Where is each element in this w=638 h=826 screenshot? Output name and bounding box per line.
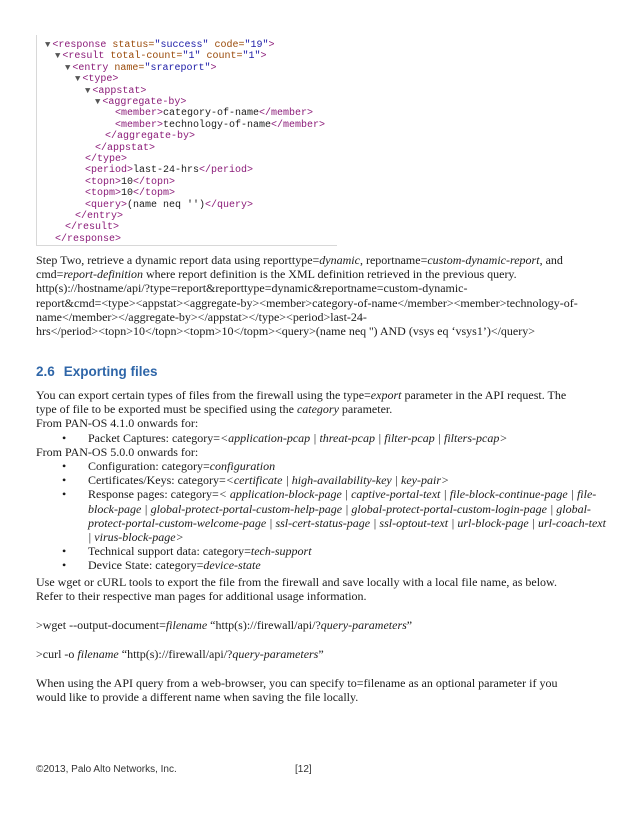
xml-tag: </member> <box>271 119 326 131</box>
xml-tag: </result> <box>65 222 120 234</box>
bullet-text: Technical support data: category= <box>88 544 251 559</box>
wget-command <box>36 618 608 632</box>
step-two-text: , and <box>539 253 563 267</box>
step-two-url-line: http(s)://hostname/api/?type=report&reporttype=dynamic&reportname=custom-dynamic- <box>36 281 468 296</box>
xml-tag: </member> <box>259 108 314 120</box>
bullet-text: Response pages: category= <box>88 487 219 502</box>
xml-tag: </query> <box>205 199 254 211</box>
curl-text: “http(s)://firewall/api/? <box>118 647 233 661</box>
from-panos-500 <box>36 445 608 459</box>
xml-tag: <query> <box>85 199 128 211</box>
xml-tag: <type> <box>82 74 119 86</box>
step-two-reporttype: dynamic <box>319 253 360 267</box>
xml-tag: </topn> <box>133 176 176 188</box>
bullet-category: <application-pcap | threat-pcap | filter-pcap | filters-pcap> <box>220 431 508 445</box>
xml-attribute: count= <box>200 51 243 63</box>
xml-tag: > <box>268 40 275 51</box>
bullet-item <box>36 544 608 558</box>
xml-tag: </aggregate-by> <box>105 131 196 143</box>
from-panos-410: From PAN-OS 4.1.0 onwards for: <box>36 416 199 431</box>
section-heading <box>36 364 158 379</box>
expand-triangle-icon: ▼ <box>45 40 51 50</box>
bullet-icon: • <box>62 459 67 473</box>
bullet-icon: • <box>62 544 67 559</box>
bullets-410 <box>36 431 608 445</box>
curl-query-parameters: query-parameters <box>232 647 319 661</box>
bullet-category: block-page | global-protect-portal-custom-help-page | global-protect-portal-custom-login-page | global- <box>88 501 591 516</box>
tools-text: Refer to their respective man pages for additional usage information. <box>36 589 367 604</box>
section-number: 2.6 <box>36 364 55 379</box>
curl-text: >curl -o <box>36 647 78 661</box>
bullet-item <box>36 459 608 473</box>
expand-triangle-icon: ▼ <box>85 85 91 96</box>
xml-attribute: total-count= <box>110 51 183 63</box>
xml-tag: </entry> <box>75 211 124 222</box>
footer-copyright: ©2013, Palo Alto Networks, Inc. <box>36 764 177 775</box>
bullet-icon: • <box>62 431 67 445</box>
bullet-text: Packet Captures: category= <box>88 431 221 445</box>
tools-paragraph <box>36 575 608 603</box>
intro-text: type of file to be exported must be specified using the <box>36 402 297 417</box>
step-two-text: , reportname= <box>359 253 428 267</box>
bullet-category: | virus-block-page> <box>88 530 184 545</box>
intro-text: parameter in the API request. The <box>401 388 567 402</box>
intro-text: You can export certain types of files from the firewall using the type= <box>36 388 371 402</box>
xml-tag: > <box>210 62 217 74</box>
xml-tag: </topm> <box>133 188 176 200</box>
intro-type-export: export <box>370 388 402 402</box>
bullet-category: < application-block-page | captive-portal-text | file-block-continue-page | file- <box>218 487 597 502</box>
xml-tag: </period> <box>199 165 254 177</box>
step-two-url-line: report&cmd=<type><appstat><aggregate-by><member>category-of-name</member><member>technology-of- <box>36 295 578 310</box>
xml-tag: </response> <box>55 233 122 245</box>
step-two-reportname: custom-dynamic-report <box>427 253 540 267</box>
bullet-item <box>36 487 608 544</box>
xml-tag: <member> <box>115 119 164 131</box>
xml-tag: </type> <box>85 154 128 165</box>
bullet-icon: • <box>62 558 67 573</box>
xml-line <box>55 233 121 246</box>
xml-response-screenshot <box>36 35 337 246</box>
bullet-item <box>36 473 608 487</box>
xml-text: 10 <box>121 188 134 200</box>
step-two-text: cmd= <box>36 267 64 282</box>
browser-paragraph <box>36 676 608 704</box>
xml-tag: <period> <box>85 165 134 177</box>
intro-category: category <box>296 402 339 417</box>
wget-filename: filename <box>165 618 208 632</box>
tools-text: Use wget or cURL tools to export the file from the firewall and save locally with a local file name, as below. <box>36 575 557 589</box>
xml-attribute-value: "srareport" <box>144 62 211 74</box>
xml-attribute: status= <box>112 40 155 51</box>
bullet-icon: • <box>62 487 67 502</box>
expand-triangle-icon: ▼ <box>75 74 81 85</box>
footer-page-number: [12] <box>295 764 312 775</box>
bullet-text: Configuration: category= <box>88 459 210 473</box>
wget-text: ” <box>406 618 413 632</box>
step-two-url-line: name</member></aggregate-by></appstat></type><period>last-24- <box>36 309 367 324</box>
curl-filename: filename <box>77 647 119 661</box>
xml-tag: <entry <box>72 62 115 74</box>
curl-command <box>36 647 608 661</box>
xml-attribute-value: "1" <box>182 51 201 63</box>
xml-attribute: name= <box>114 62 145 74</box>
xml-tag: <aggregate-by> <box>102 97 187 108</box>
intro-paragraph <box>36 388 608 431</box>
xml-attribute-value: "19" <box>244 40 269 51</box>
bullet-icon: • <box>62 473 67 488</box>
wget-text: “http(s)://firewall/api/? <box>207 618 321 632</box>
bullet-category: <certificate | high-availability-key | key-pair> <box>225 473 450 488</box>
wget-query-parameters: query-parameters <box>320 618 407 632</box>
expand-triangle-icon: ▼ <box>55 51 61 62</box>
bullet-text: Certificates/Keys: category= <box>88 473 226 488</box>
xml-tag: <result <box>62 51 111 63</box>
section-title: Exporting files <box>63 364 158 379</box>
step-two-text: Step Two, retrieve a dynamic report data using reporttype= <box>36 253 320 267</box>
xml-tag: <appstat> <box>92 85 147 97</box>
xml-text: technology-of-name <box>163 119 272 131</box>
xml-tag: </appstat> <box>95 142 156 154</box>
browser-text: would like to provide a different name when saving the file locally. <box>36 690 359 705</box>
bullet-category: device-state <box>203 558 261 573</box>
xml-tag: <topn> <box>85 176 122 188</box>
bullet-category: tech-support <box>250 544 312 559</box>
xml-text: (name neq '') <box>127 199 206 211</box>
step-two-paragraph <box>36 253 608 338</box>
xml-attribute: code= <box>208 40 245 51</box>
xml-text: last-24-hrs <box>133 165 200 177</box>
bullet-item <box>36 431 608 445</box>
bullet-category: protect-portal-custom-welcome-page | ssl-cert-status-page | ssl-optout-text | url-block-page | url-coach-text <box>88 515 606 530</box>
from-panos-500-text: From PAN-OS 5.0.0 onwards for: <box>36 445 199 459</box>
step-two-url-line: hrs</period><topn>10</topn><topm>10</topm><query>(name neq '') AND (vsys eq ‘vsys1’)</query> <box>36 324 536 339</box>
step-two-text: where report definition is the XML definition retrieved in the previous query. <box>142 267 517 282</box>
bullet-item <box>36 558 608 572</box>
expand-triangle-icon: ▼ <box>65 62 71 73</box>
xml-attribute-value: "1" <box>242 51 261 63</box>
curl-text: ” <box>318 647 324 661</box>
bullets-500 <box>36 459 608 573</box>
xml-tag: > <box>260 51 267 63</box>
xml-text: category-of-name <box>163 108 260 120</box>
intro-text: parameter. <box>338 402 393 417</box>
xml-tag: <topm> <box>85 188 122 200</box>
xml-tag: <response <box>52 40 113 51</box>
bullet-text: Device State: category= <box>88 558 204 573</box>
step-two-cmd: report-definition <box>63 267 143 282</box>
wget-text: >wget --output-document= <box>36 618 166 632</box>
expand-triangle-icon: ▼ <box>95 97 101 107</box>
xml-attribute-value: "success" <box>154 40 209 51</box>
xml-text: 10 <box>121 176 134 188</box>
browser-text: When using the API query from a web-browser, you can specify to=filename as an optional parameter if you <box>36 676 558 690</box>
bullet-category: configuration <box>209 459 276 473</box>
xml-tag: <member> <box>115 108 164 120</box>
